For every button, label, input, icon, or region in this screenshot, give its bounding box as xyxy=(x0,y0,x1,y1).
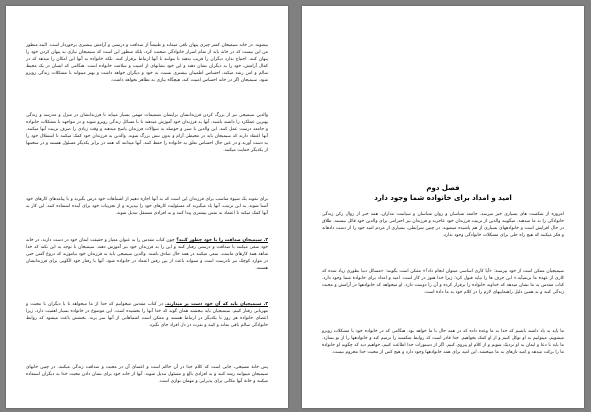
right-paragraph-3: ما باید به یاد داشته باشیم که خدا به ما وعده داده که در همه حال با ما خواهد بود. هنگامی که در خانواده خود با مشکلات روبرو میشویم، میتوانیم به او توکل کنیم و از او کمک بخواهیم. خدا قادر است که روابط شکسته را ترمیم کند و خانوادهها را از نو بسازد. ما باید با دعا و ایمان به او نزدیک شویم و از کلام او پیروی کنیم. اگر از دستورات خدا اطاعت کنیم، خواهیم دید که چگونه او خانوادهٔ ما را برکت میدهد و امید تازهای به ما میبخشد. این امید برای همه خانوادهها وجود دارد و هیچ کس از محبت خدا محروم نیست. xyxy=(322,329,564,356)
left-page xyxy=(6,6,288,408)
right-paragraph-2: سیمیجیان ممکن است از خود بپرسند: «آیا کاری اساسی میتوان انجام داد؟» ممکن است بگویند: «مسائل دنیا بطوری زیاد شده که کاری از عهدهٔ ما برنمیآید.» این حرف ها را نباید قبول کرد؛ زیرا خدا هنوز در کار است. امید و امداد برای خانوادهٔ شما وجود دارد. کتاب مقدس به ما نشان میدهد که خداوند خانواده را برقرار کرده و آن را دوست دارد. او میخواهد که خانوادهها در آرامش و محبت زندگی کنند و به همین دلیل راهنماییهای لازم را در کلام خود به ما داده است. xyxy=(322,269,564,296)
right-paragraph-1: امروزه از شکست های بسیاری خبر میرسد. جامعه شناسان و روان شناسان و سیاست مداران، همه خبر از زوال رکن زندگی خانوادگی را به ما میدهند. میگویند والدین از تربیت فرزندان خود عاجزند و فرزندان نیز احترامی برای والدین خود قائل نیستند. طلاق در حال افزایش است و خانوادههای بسیاری از هم پاشیده میشوند. در چنین شرایطی، بسیاری از مردم امید خود را از دست دادهاند و فکر میکنند که هیچ راه حلی برای مشکلات خانوادگی وجود ندارد. xyxy=(322,212,564,239)
chapter-subheading: امید و امداد برای خانواده شما وجود دارد xyxy=(374,194,512,202)
chapter-heading: فصل دوم xyxy=(426,184,460,192)
left-paragraph-1: بیشوند. در خانه سیمیجان کمتر چیزی پنهان باقی میماند و طبیعتاً از صداقت و درستی و آرامش بیشتری برخوردار است. البته منظور من این نیست که در خانه باید از تمام اسرار خانوادگی صحبت کرد، بلکه منظور این است که سیمیجان نیازی به پنهان کردن خود را پنهان کنند. احتیاج ندارد دیگران را فریب بدهند تا بتوانند با آنها ارتباط برقرار کنند. بلکه خانواده به آنها این امکان را میدهد که در کمال آرامش، خود را به دیگران نشان دهند و این خود نشانهای از امنیت و سلامت خانواده است. هنگامی که انسان در یک محیط سالم و امن رشد میکند، احساس اطمینان بیشتری نسبت به خود و دیگران خواهد داشت و بهتر میتواند با مشکلات زندگی روبرو شود. سیمیجان اگر در خانه احساس امنیت کند، هیچگاه نیازی به تظاهر نخواهد داشت. xyxy=(26,43,268,84)
left-paragraph-3: برای نمونه یک شیوهٔ مناسب برای فرزندان این است که به آنها اجازه دهیم از اشتباهات خود درس بگیرند و با پیامدهای کارهای خود آشنا شوند. به این ترتیب، آنها یاد میگیرند که مسئولیت کارهای خود را بپذیرند و از تجربیات خود برای آینده استفاده کنند. این کار به آنها کمک میکند تا اعتماد به نفس بیشتری پیدا کنند و به افرادی مستقل تبدیل شوند. xyxy=(26,197,268,217)
section-lead: ۳. سیمیجیان باید که آن خود دست بر میدارند. xyxy=(165,302,268,307)
left-paragraph-4: ۲. سیمیجان صداقت را با خود چطور کنند؟ چون کتاب مقدس را به عنوان معیار و حقیقت ایمان خود در دست دارند، در خانه خود سعی میکنند با صداقت و درستی رفتار کنند و این را به فرزندان خود نیز آموزش دهند. سیمیجان با توجه به این نکته که خدا شاهد همهٔ کارهای ماست، سعی میکنند در همه حال صادق باشند. والدین سیمیجی باید به فرزندان خود بیاموزند که دروغ گفتن حتی در موارد کوچک نیز نادرست است و میتواند باعث از بین رفتن اعتماد در خانواده شود. آنها با رفتار خود الگویی برای فرزندانشان هستند. xyxy=(26,238,268,272)
section-lead: ۲. سیمیجان صداقت را با خود چطور کنند؟ xyxy=(176,238,268,243)
left-paragraph-5: ۳. سیمیجیان باید که آن خود دست بر میدارند. در کتاب مقدس میخوانیم که خدا از ما میخواهد تا با دیگران با محبت و مهربانی رفتار کنیم. سیمیجیان باید ببخشند همان گونه که خدا آنها را بخشیده است. این موضوع در خانواده بسیار اهمیت دارد، زیرا اعضای خانواده هر روز با یکدیگر در ارتباط هستند و ممکن است اشتباهاتی از آنها سر بزند. بخشش باعث میشود که روابط خانوادگی سالم باقی بماند و کینه و نفرت در دل افراد جای نگیرد. xyxy=(26,302,268,329)
left-paragraph-6: پس خانهٔ مسیحی، جایی است که کلام خدا در آن حاکم است و اعضای آن در محبت و صداقت زندگی میکنند. در چنین خانهای سیمیجان میتوانند رشد کنند و به افرادی بالغ و مسئول تبدیل شوند. آنها از خانه خود برای نشان دادن محبت خدا به دیگران استفاده میکنند و خانهٔ آنها مکانی برای پذیرایی و مهمان نوازی است. xyxy=(26,365,268,385)
right-page xyxy=(302,6,584,408)
left-paragraph-2: والدین سیمیجی نیز از بزرگ کردن فرزندانشان برایشان تصمیمات مهمی بسیار میباید تا فرزندانشان در منزل و مدرسه و زندگی بهترین عملکرد را داشته باشند. آنها به فرزندان خود آموزش میدهند تا با مسائل زندگی روبرو شوند و در مواجهه با مشکلات خانواده و جامعه درست عمل کنند. این والدین با صبر و حوصله به سؤالات فرزندان پاسخ میدهند و وقت زیادی را صرف تربیت آنها میکنند. آنها اعتقاد دارند که سیمیجان باید در محیطی آرام و بدون تنش بزرگ شوند. والدین به فرزندان خود کمک میکنند تا استقلال خود را به دست آورند و در عین حال احساس تعلق به خانواده را حفظ کنند. آنها میدانند که همه در برابر یکدیگر مسئول هستند و در سختیها از یکدیگر حمایت میکنند. xyxy=(26,113,268,154)
